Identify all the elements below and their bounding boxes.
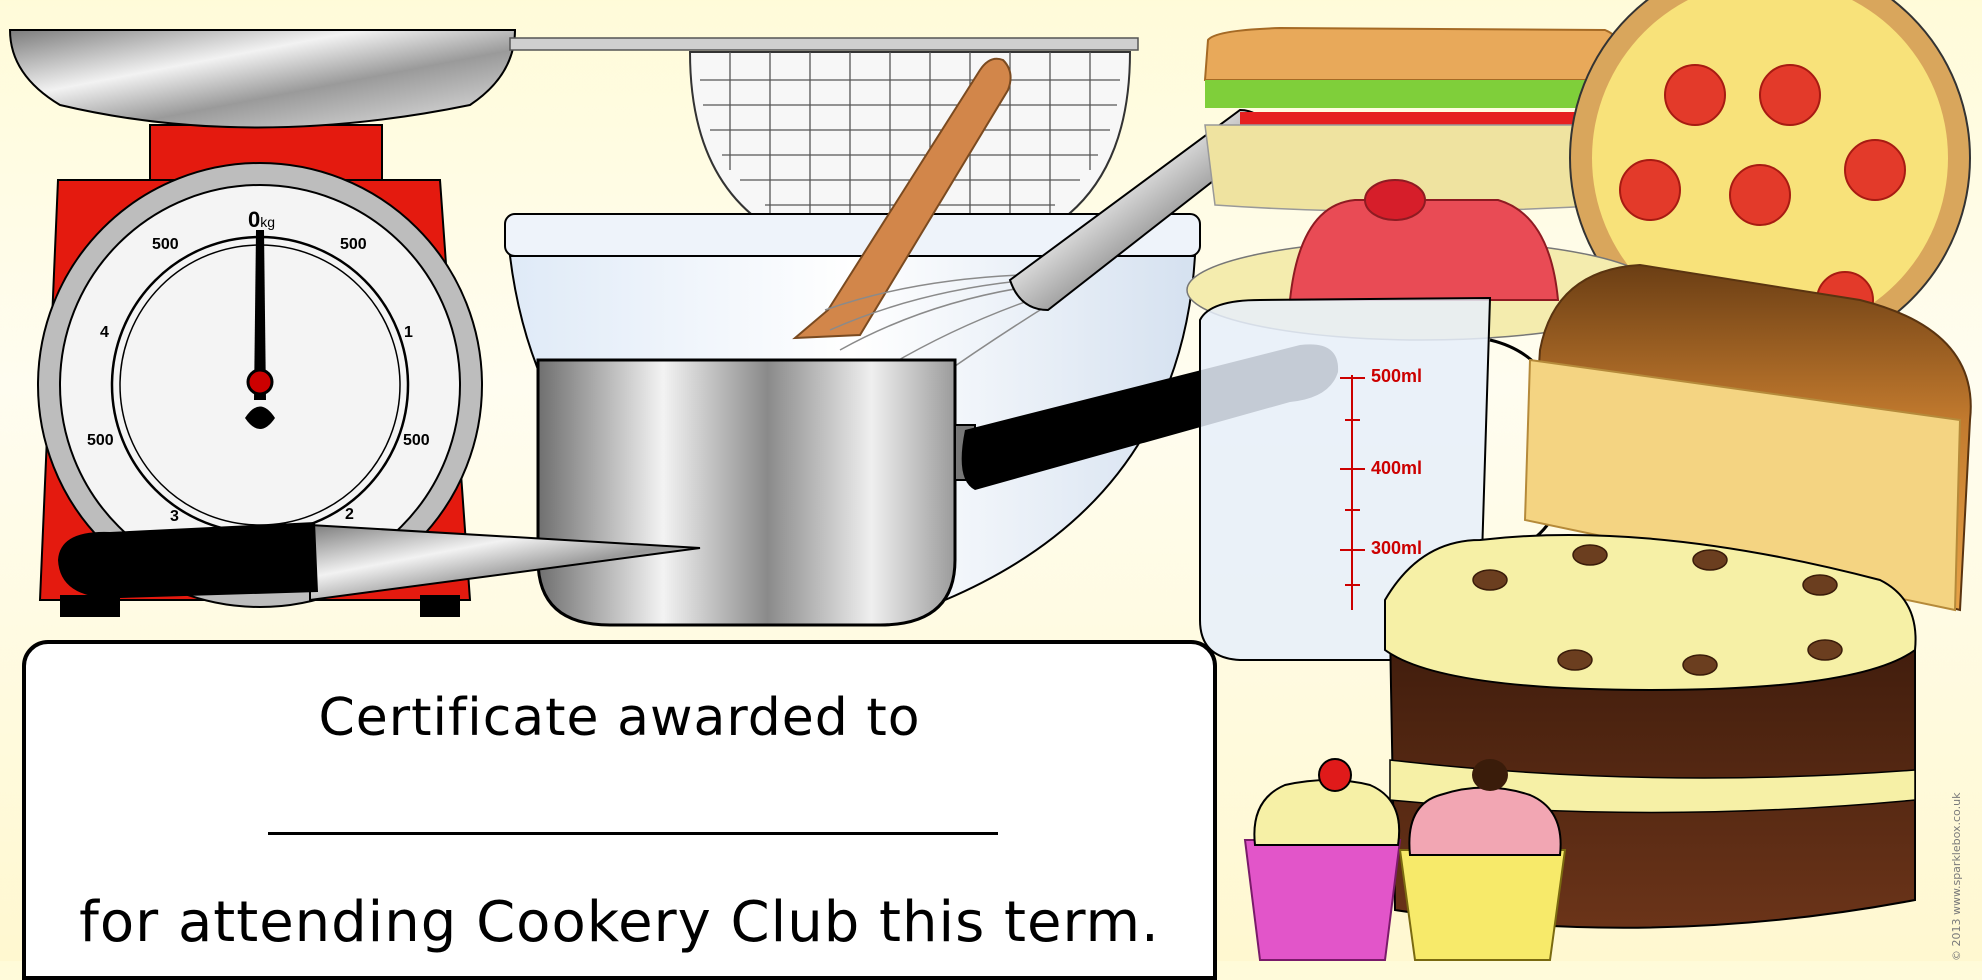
certificate-title: Certificate awarded to <box>318 688 921 748</box>
scale-zero-label: 0kg <box>248 207 276 232</box>
scale-tick-label: 500 <box>152 236 179 253</box>
certificate-subtitle: for attending Cookery Club this term. <box>79 890 1160 955</box>
scale-tick-label: 500 <box>340 236 367 253</box>
sandwich <box>1205 28 1626 212</box>
jug-label: 300ml <box>1371 538 1423 558</box>
copyright-notice: © 2013 www.sparklebox.co.uk <box>1950 792 1963 961</box>
scale-tick-label: 500 <box>87 432 114 449</box>
scale-tick-label: 2 <box>345 506 354 523</box>
scale-tick-label: 4 <box>100 324 109 341</box>
name-underline <box>268 832 998 835</box>
scale-tick-label: 1 <box>404 324 413 341</box>
jug-label: 400ml <box>1371 458 1423 478</box>
scale-tick-label: 3 <box>170 508 179 525</box>
jug-label: 500ml <box>1371 366 1423 386</box>
scale-unit-label: kg <box>260 214 276 230</box>
scale-tick-label: 500 <box>403 432 430 449</box>
certificate-panel <box>22 640 1217 980</box>
cupcake-pink <box>1245 759 1400 960</box>
